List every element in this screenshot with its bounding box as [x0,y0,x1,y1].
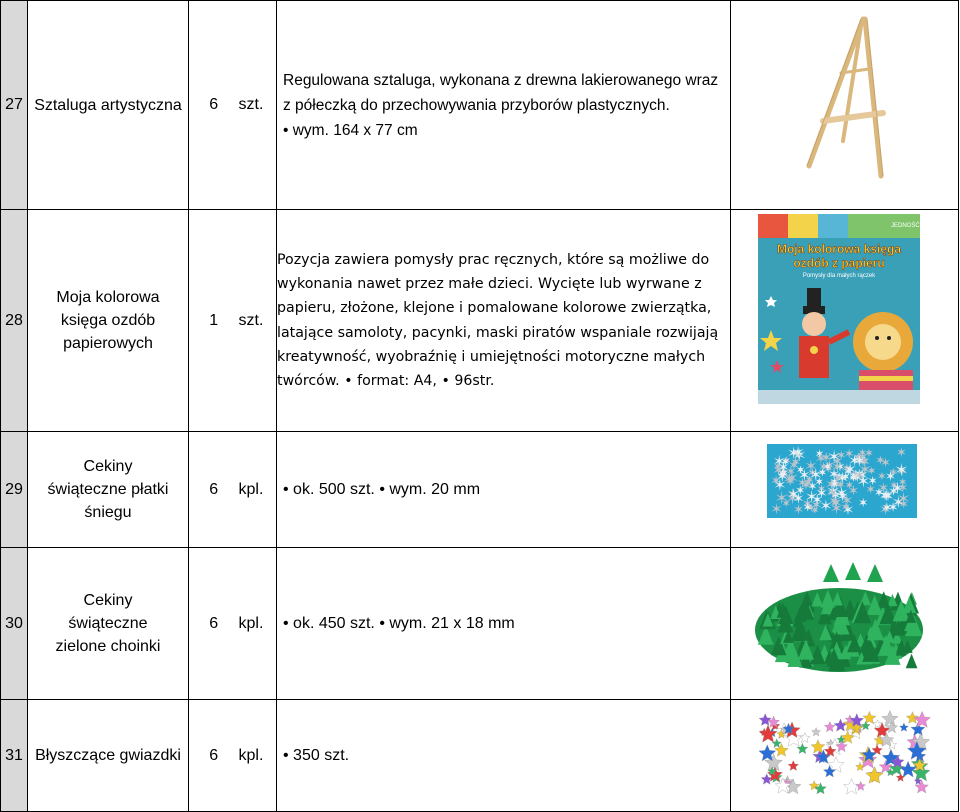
item-name: Błyszczące gwiazdki [28,700,189,812]
item-description [277,210,731,432]
item-name: Sztaluga artystyczna [28,1,189,210]
item-unit: kpl. [239,432,277,548]
table-row [1,1,959,210]
easel-icon [731,1,957,204]
bullet-item: • ok. 500 szt. [283,480,375,498]
item-quantity: 6 [189,432,239,548]
item-description [277,1,731,210]
item-image-cell [731,210,959,432]
cover-subtitle: Pomysły dla małych rączek [802,273,876,279]
row-number: 29 [1,432,28,548]
item-image-cell [731,432,959,548]
star-sequins-icon [731,700,957,806]
christmas-tree-sequins-icon [731,548,957,694]
item-image-cell [731,548,959,700]
item-quantity: 6 [189,548,239,700]
description-text: Regulowana sztaluga, wykonana z drewna lakierowanego wraz z półeczką do przechowywania przyborów plastycznych. [283,71,719,114]
row-number: 28 [1,210,28,432]
bullet-item: • wym. 164 x 77 cm [283,121,418,139]
item-unit: szt. [239,210,277,432]
description-text: Pozycja zawiera pomysły prac ręcznych, które są możliwe do wykonania nawet przez małe dzieci. Wycięte lub wyrwane z papieru, złożone, klejone i pomalowane kolorowe zwierzątka, latające samoloty, pacynki, maski piratów wspaniale rozwijają kreatywność, wyobraźnię i umiejętności motoryczne małych twórców. [277,251,719,389]
table-row [1,432,959,548]
table-row [1,548,959,700]
table-row [1,210,959,432]
row-number: 27 [1,1,28,210]
item-image-cell [731,700,959,812]
item-quantity: 1 [189,210,239,432]
row-number: 30 [1,548,28,700]
item-name: Cekiny świąteczne zielone choinki [28,548,189,700]
book-cover-icon [731,210,957,426]
item-name: Cekiny świąteczne płatki śniegu [28,432,189,548]
snowflake-sequins-icon [731,432,957,542]
item-unit: kpl. [239,700,277,812]
item-name: Moja kolorowa księga ozdób papierowych [28,210,189,432]
row-number: 31 [1,700,28,812]
item-unit: kpl. [239,548,277,700]
bullet-item: • format: A4, [344,372,437,389]
publisher-logo: JEDNOŚĆ [891,223,920,229]
item-description [277,432,731,548]
bullet-item: • wym. 20 mm [379,480,481,498]
cover-title-line2: ozdób z papieru [793,256,885,270]
item-quantity: 6 [189,1,239,210]
item-image-cell [731,1,959,210]
item-quantity: 6 [189,700,239,812]
item-unit: szt. [239,1,277,210]
item-description [277,548,731,700]
item-description [277,700,731,812]
bullet-item: • 96str. [441,372,495,389]
bullet-item: • 350 szt. [283,746,350,764]
bullet-item: • ok. 450 szt. [283,614,375,632]
cover-title-line1: Moja kolorowa księga [776,242,902,256]
table-row [1,700,959,812]
bullet-item: • wym. 21 x 18 mm [379,614,515,632]
